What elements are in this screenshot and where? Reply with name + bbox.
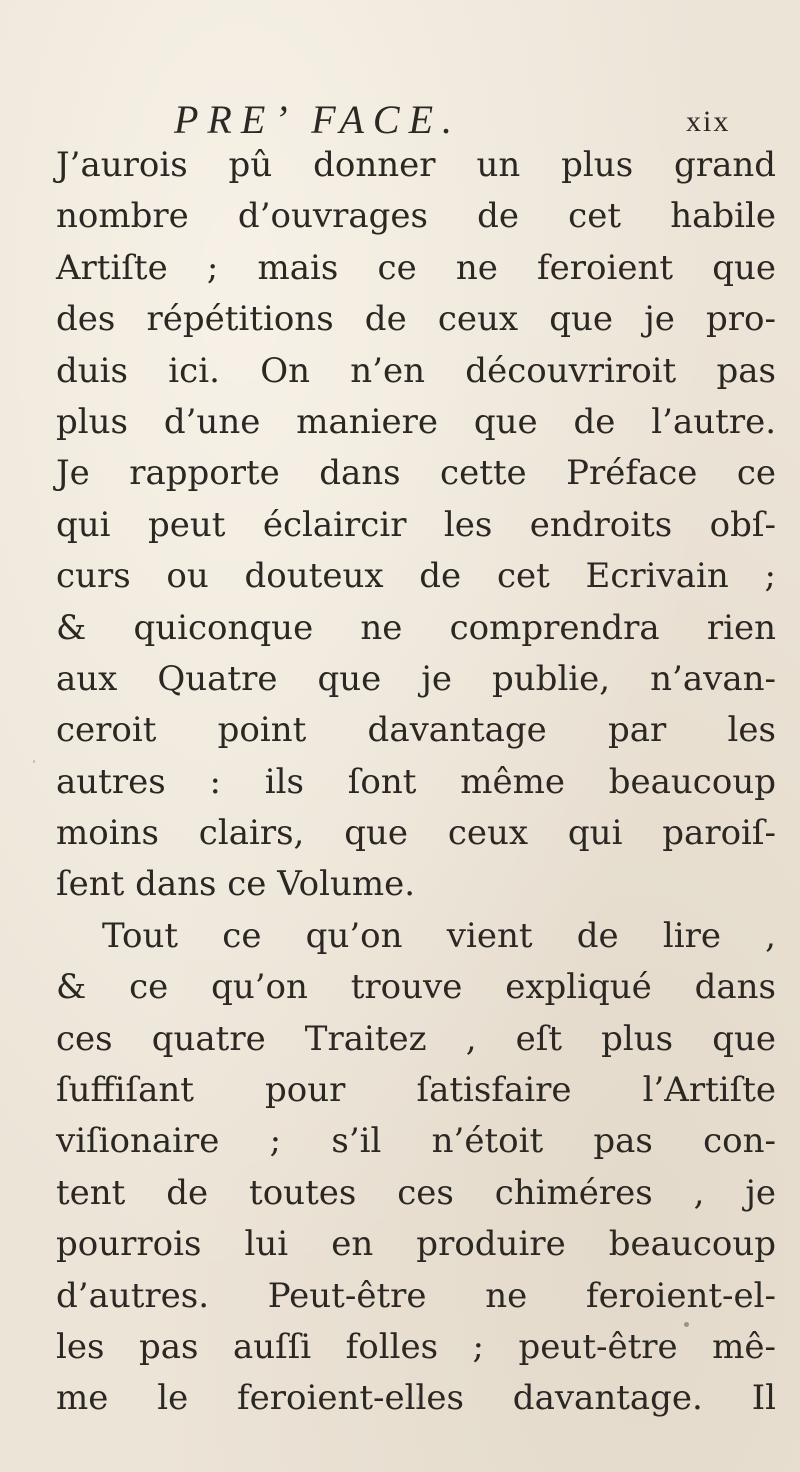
text-line: autres : ils ſont même beaucoup bbox=[56, 761, 776, 802]
text-line: Tout ce qu’on vient de lire , bbox=[102, 915, 776, 956]
page-header bbox=[0, 98, 800, 146]
page-number: xix bbox=[686, 105, 731, 138]
paper-speck bbox=[684, 1322, 689, 1327]
text-line: plus d’une maniere que de l’autre. bbox=[56, 401, 776, 442]
paper-speck bbox=[418, 1395, 420, 1401]
text-line: ceroit point davantage par les bbox=[56, 710, 776, 751]
text-line: viſionaire ; s’il n’étoit pas con- bbox=[56, 1121, 776, 1162]
text-line: pourrois lui en produire beaucoup bbox=[56, 1224, 776, 1265]
text-line: d’autres. Peut-être ne feroient-el- bbox=[56, 1275, 776, 1316]
text-line: Je rapporte dans cette Préface ce bbox=[56, 453, 776, 494]
text-line: moins clairs, que ceux qui paroiſ- bbox=[56, 813, 776, 854]
text-line: duis ici. On n’en découvriroit pas bbox=[56, 350, 776, 391]
text-line: nombre d’ouvrages de cet habile bbox=[56, 196, 776, 237]
text-line: ſent dans ce Volume. bbox=[56, 864, 416, 905]
text-line: ſuffiſant pour ſatisfaire l’Artiſte bbox=[56, 1070, 776, 1111]
text-line: curs ou douteux de cet Ecrivain ; bbox=[56, 556, 776, 597]
running-title: PRE’ FACE. bbox=[174, 97, 462, 142]
text-line: & ce qu’on trouve expliqué dans bbox=[56, 967, 776, 1008]
text-line: & quiconque ne comprendra rien bbox=[56, 607, 776, 648]
text-line: me le feroient-elles davantage. Il bbox=[56, 1378, 776, 1419]
body-text bbox=[56, 140, 776, 1425]
paper-speck bbox=[33, 760, 35, 763]
text-line: les pas auſſi folles ; peut-être mê- bbox=[56, 1326, 776, 1367]
text-line: J’aurois pû donner un plus grand bbox=[56, 145, 776, 185]
text-line: Artiſte ; mais ce ne feroient que bbox=[56, 247, 776, 288]
text-line: ces quatre Traitez , eſt plus que bbox=[56, 1018, 776, 1059]
text-line: qui peut éclaircir les endroits obſ- bbox=[56, 504, 776, 545]
text-line: tent de toutes ces chiméres , je bbox=[56, 1172, 776, 1213]
text-line: aux Quatre que je publie, n’avan- bbox=[56, 658, 776, 699]
text-line: des répétitions de ceux que je pro- bbox=[56, 299, 776, 340]
